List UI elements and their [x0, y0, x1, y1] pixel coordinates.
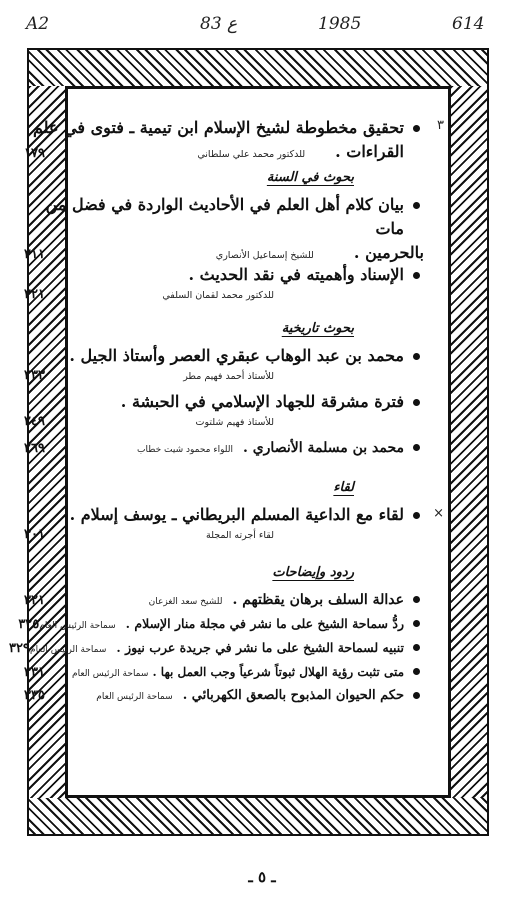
toc-entry: [18, 612, 424, 636]
toc-entry-page: ٣٢١: [24, 593, 45, 608]
toc-entry-title: ردُّ سماحة الشيخ على ما نشر في مجلة منار الإسلام .: [125, 616, 404, 631]
toc-entry-title: بيان كلام أهل العلم في الأحاديث الواردة في فضل من مات: [24, 193, 424, 241]
toc-entry: [24, 503, 444, 547]
contents-list: [9, 116, 444, 708]
bullet-icon: [413, 125, 420, 132]
toc-entry-page: ٢٣٣: [24, 368, 45, 383]
margin-mark: ٣: [437, 118, 444, 133]
bullet-icon: [413, 444, 420, 451]
page-number: ـ ٥ ـ: [248, 868, 276, 886]
toc-entry-page: ٢٢١: [24, 287, 45, 302]
toc-entry-page: ٣٣١: [24, 665, 45, 680]
toc-entry-meta: [24, 414, 424, 434]
toc-entry-meta: [24, 241, 424, 261]
toc-entry-title: تحقيق مخطوطة لشيخ الإسلام ابن تيمية ـ فتوى في علم: [24, 116, 424, 140]
bullet-icon: [413, 353, 420, 360]
bullet-icon: [413, 202, 420, 209]
toc-entry-title-cont: القراءات .: [335, 142, 404, 161]
toc-entry-meta: [24, 527, 424, 547]
toc-entry: [9, 636, 424, 660]
toc-entry-title: متى تثبت رؤية الهلال ثبوتاً شرعياً وجب العمل بها .: [152, 665, 404, 679]
toc-entry-author: اللواء محمود شيت خطاب: [137, 445, 233, 455]
toc-entry-title: الإسناد وأهميته في نقد الحديث .: [24, 263, 424, 287]
frame-border-bottom: [29, 796, 487, 834]
toc-entry-page: ٣٠١: [24, 527, 45, 542]
corner-note-right: 614: [452, 14, 485, 34]
toc-entry-title: محمد بن عبد الوهاب عبقري العصر وأستاذ الجيل .: [24, 344, 424, 368]
toc-entry-author: للشيخ سعد الغزعان: [148, 597, 223, 607]
frame-border-top: [29, 50, 487, 88]
toc-entry: [24, 344, 424, 388]
toc-entry-meta: [24, 140, 424, 160]
toc-entry-title: فترة مشرقة للجهاد الإسلامي في الحبشة .: [24, 390, 424, 414]
toc-entry-page: ٢١١: [24, 247, 45, 262]
toc-entry-page: ٣٢٥: [18, 617, 40, 632]
toc-entry-title: تنبيه لسماحة الشيخ على ما نشر في جريدة عرب نيوز .: [116, 640, 404, 655]
bullet-icon: [413, 668, 420, 675]
toc-entry: [24, 684, 424, 708]
toc-entry-author: سماحة الرئيس العام: [96, 692, 173, 702]
bullet-icon: [413, 692, 420, 699]
toc-entry-title: عدالة السلف برهان يقظتهم .: [232, 592, 404, 608]
toc-entry: [24, 436, 424, 460]
frame-border-right: [449, 86, 487, 798]
year-note: 1985: [318, 14, 362, 34]
toc-entry: [24, 390, 424, 434]
toc-entry-title-cont: بالحرمين .: [353, 243, 424, 262]
bullet-icon: [413, 620, 420, 627]
toc-entry: [24, 116, 444, 161]
toc-entry-meta: [24, 368, 424, 388]
toc-entry-page: ٢٦٩: [24, 441, 45, 456]
toc-entry: [24, 588, 424, 612]
toc-entry-title: لقاء مع الداعية المسلم البريطاني ـ يوسف إسلام .: [24, 503, 424, 527]
bullet-icon: [413, 644, 420, 651]
toc-entry-meta: [24, 287, 424, 307]
bullet-icon: [413, 272, 420, 279]
toc-entry-title: حكم الحيوان المذبوح بالصعق الكهربائي .: [182, 688, 404, 703]
toc-entry-author: للدكتور محمد علي سلطاني: [197, 149, 306, 160]
corner-note-left: A2: [26, 14, 50, 34]
toc-entry-page: ٣٢٩: [9, 641, 30, 656]
section-heading-history: بحوث تاريخية: [281, 321, 354, 336]
toc-entry: [24, 263, 424, 307]
section-heading-interview: لقاء: [333, 480, 354, 495]
toc-entry-title: محمد بن مسلمة الأنصاري .: [242, 440, 404, 456]
section-heading-replies: ردود وإيضاحات: [272, 565, 354, 580]
toc-entry: [24, 193, 424, 261]
toc-entry-author: سماحة الرئيس العام: [72, 669, 149, 679]
bullet-icon: [413, 596, 420, 603]
bullet-icon: [413, 512, 420, 519]
toc-entry: [24, 660, 424, 684]
toc-entry-author: لقاء أجرته المجلة: [206, 530, 274, 541]
toc-entry-page: ١٧٩: [24, 146, 45, 161]
toc-entry-author: سماحة الرئيس العام: [39, 621, 116, 631]
issue-code: 83 ع: [200, 14, 238, 34]
section-heading-sunnah: بحوث في السنة: [266, 170, 354, 185]
bullet-icon: [413, 399, 420, 406]
toc-entry-author: للدكتور محمد لقمان السلفي: [162, 290, 274, 301]
toc-entry-author: سماحة الرئيس العام: [30, 645, 107, 655]
toc-entry-page: ٢٤٩: [24, 414, 45, 429]
margin-mark: ×: [433, 506, 444, 521]
toc-entry-page: ٣٣٥: [24, 688, 45, 703]
toc-entry-author: للأستاذ أحمد فهيم مطر: [183, 371, 274, 382]
toc-entry-author: للأستاذ فهيم شلتوت: [195, 417, 274, 428]
toc-entry-author: للشيخ إسماعيل الأنصاري: [215, 250, 314, 261]
